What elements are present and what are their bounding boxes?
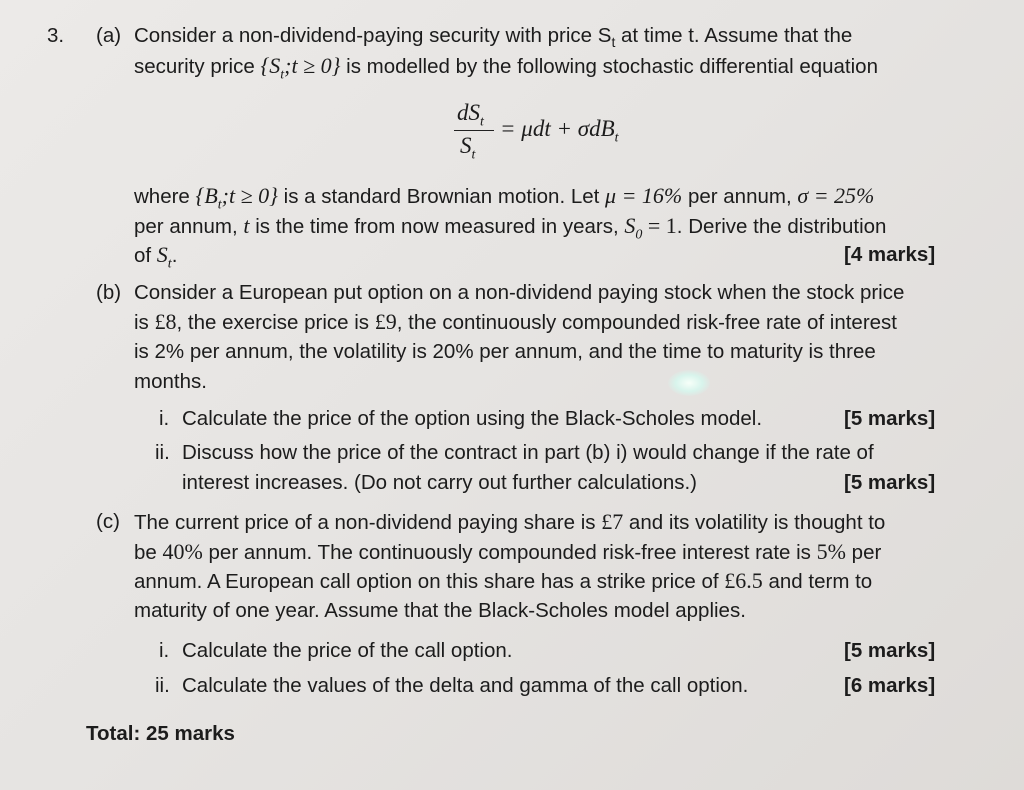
part-b-ii-line-1: Discuss how the price of the contract in part (b) i) would change if the rate of	[182, 441, 874, 464]
light-glare	[668, 370, 710, 396]
price-stock: £8	[154, 309, 177, 334]
volatility: 40%	[162, 539, 203, 564]
text: per annum. The continuously compounded risk-free interest rate is	[202, 541, 817, 564]
part-b-ii-marks: [5 marks]	[844, 471, 936, 494]
part-c-line-3	[134, 567, 872, 596]
part-b-line-4: months.	[134, 370, 207, 393]
equation-denominator: $S_t$	[460, 133, 476, 163]
part-a-line-2	[134, 52, 878, 89]
text: , the continuously compounded risk-free rate of interest	[396, 311, 897, 334]
part-c-i-text: Calculate the price of the call option.	[182, 639, 513, 662]
part-a-line-4	[134, 212, 886, 249]
sde-equation	[452, 100, 652, 170]
part-b-i-label: i.	[159, 407, 170, 430]
text: per	[845, 541, 882, 564]
text: , the exercise price is	[176, 311, 375, 334]
part-b-line-3: is 2% per annum, the volatility is 20% per annum, and the time to maturity is three	[134, 340, 876, 363]
text: per annum,	[682, 185, 798, 208]
part-a-marks: [4 marks]	[844, 243, 936, 266]
text: and term to	[762, 570, 873, 593]
math-set: $\{S_t;t \ge 0\}$	[260, 53, 341, 83]
part-c-i-marks: [5 marks]	[844, 639, 936, 662]
part-c-ii-text: Calculate the values of the delta and gamma of the call option.	[182, 674, 749, 697]
fraction-bar	[454, 130, 494, 131]
text: is a standard Brownian motion. Let	[277, 185, 606, 208]
part-a-label: (a)	[96, 24, 122, 47]
equation-rhs: = μdt + σdB$_t$	[500, 116, 619, 146]
part-b-ii-line-2: interest increases. (Do not carry out further calculations.)	[182, 471, 697, 494]
strike-price: £6.5	[724, 568, 763, 593]
math-t: t	[243, 213, 250, 238]
part-c-i-label: i.	[159, 639, 170, 662]
part-b-i-marks: [5 marks]	[844, 407, 936, 430]
part-a-line-1	[134, 22, 852, 56]
text: is the time from now measured in years,	[249, 215, 625, 238]
math-mu: μ = 16%	[605, 183, 683, 208]
math-st: $S_t$	[156, 242, 172, 272]
interest-rate: 5%	[816, 539, 846, 564]
text: . Derive the distribution	[676, 215, 887, 238]
text: is	[134, 311, 155, 334]
math-s0-value: = 1	[642, 213, 677, 238]
text: The current price of a non-dividend paying share is	[134, 511, 602, 534]
price-exercise: £9	[374, 309, 397, 334]
equation-numerator: $dS_t$	[457, 100, 484, 130]
text: of	[134, 244, 157, 267]
part-b-line-2	[134, 308, 897, 337]
text: be	[134, 541, 163, 564]
subscript: t	[611, 34, 616, 51]
math-set: $\{B_t;t \ge 0\}$	[195, 183, 278, 213]
math-s0: $S_0$	[624, 213, 643, 243]
text: Consider a non-dividend-paying security with price S	[134, 24, 612, 47]
total-marks: Total: 25 marks	[86, 722, 235, 745]
part-c-ii-marks: [6 marks]	[844, 674, 936, 697]
question-number: 3.	[47, 24, 65, 47]
text: per annum,	[134, 215, 244, 238]
text: annum. A European call option on this share has a strike price of	[134, 570, 725, 593]
text: and its volatility is thought to	[623, 511, 886, 534]
part-c-line-4: maturity of one year. Assume that the Black-Scholes model applies.	[134, 599, 746, 622]
text: security price	[134, 55, 261, 78]
text: where	[134, 185, 196, 208]
text: at time t. Assume that the	[615, 24, 853, 47]
part-b-line-1: Consider a European put option on a non-dividend paying stock when the stock price	[134, 281, 905, 304]
text: .	[171, 244, 178, 267]
part-c-line-2	[134, 538, 881, 567]
text: is modelled by the following stochastic differential equation	[340, 55, 878, 78]
part-b-i-text: Calculate the price of the option using the Black-Scholes model.	[182, 407, 763, 430]
part-b-label: (b)	[96, 281, 122, 304]
part-c-ii-label: ii.	[155, 674, 170, 697]
part-b-ii-label: ii.	[155, 441, 170, 464]
part-c-line-1	[134, 508, 885, 537]
part-a-line-5	[134, 241, 177, 278]
share-price: £7	[601, 509, 624, 534]
part-c-label: (c)	[96, 510, 120, 533]
math-sigma: σ = 25%	[797, 183, 875, 208]
